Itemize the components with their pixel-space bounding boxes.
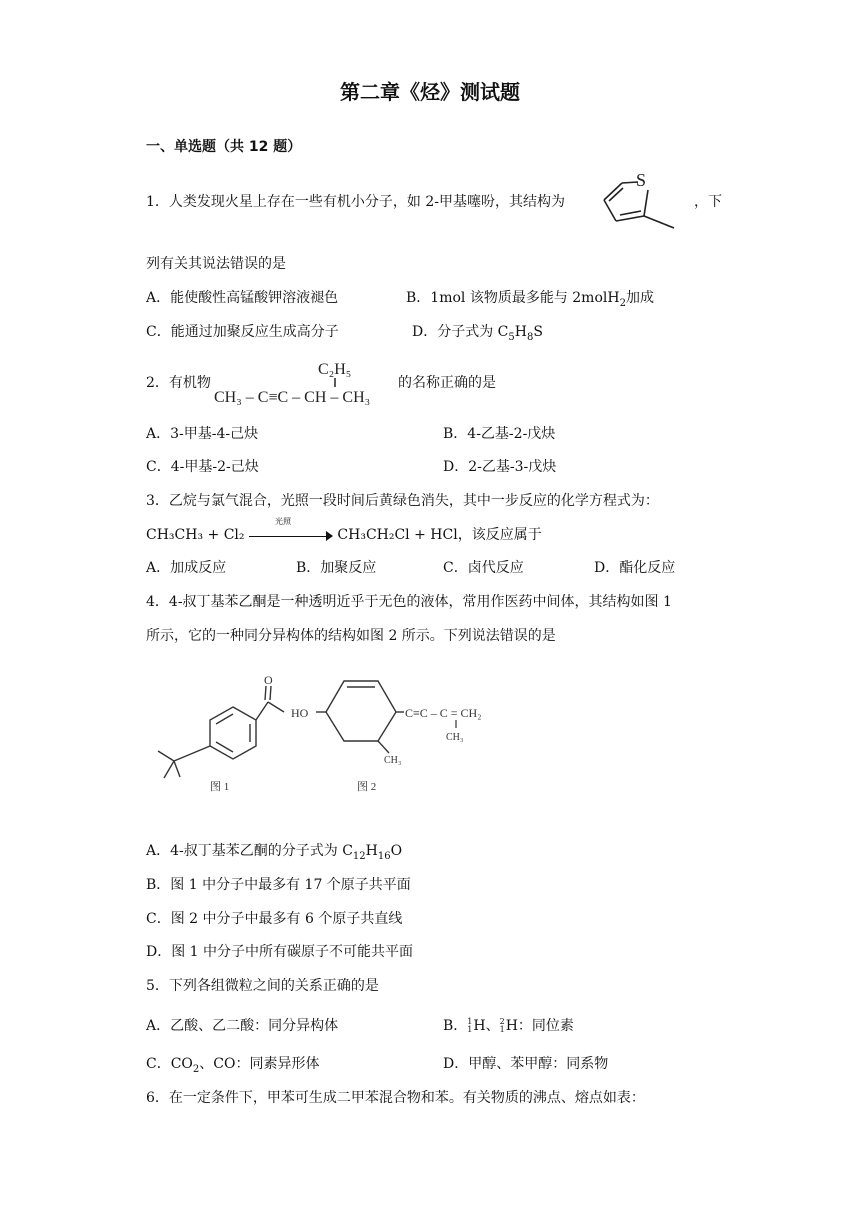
q1-stem-continued: 列有关其说法错误的是: [146, 256, 286, 272]
q4-figure-2-ho: HO: [291, 706, 309, 720]
q2-stem: 2．有机物: [146, 375, 211, 391]
q2-stem-tail: 的名称正确的是: [398, 375, 496, 391]
q4-figure-2-chain: C≡C – C = CH₂: [405, 706, 482, 720]
q4-figure-2-label: 图 2: [357, 781, 377, 793]
q4-figure-1-oxygen: O: [264, 673, 273, 687]
q3-reactants: CH₃CH₃ + Cl₂: [146, 527, 245, 543]
q4-option-d: D．图 1 中分子中所有碳原子不可能共平面: [146, 944, 414, 960]
q3-option-c: C．卤代反应: [443, 560, 524, 576]
q1-stem-tail: ，下: [694, 194, 722, 210]
q1-option-d: D．分子式为 $C_5H_8S$: [412, 324, 543, 343]
q4-option-b: B．图 1 中分子中最多有 17 个原子共平面: [146, 877, 411, 893]
q5-option-d: D．甲醇、苯甲醇：同系物: [443, 1056, 609, 1072]
q3-option-b: B．加聚反应: [296, 560, 377, 576]
q5-stem: 5．下列各组微粒之间的关系正确的是: [146, 978, 379, 994]
q4-figure-2-structure: [316, 681, 404, 753]
q4-stem-continued: 所示，它的一种同分异构体的结构如图 2 所示。下列说法错误的是: [146, 628, 556, 644]
q2-ethyl-group: C₂H₅: [318, 361, 352, 378]
q4-option-a: A．4-叔丁基苯乙酮的分子式为 $C_{12}H_{16}O$: [146, 843, 403, 862]
q5-option-a: A．乙酸、乙二酸：同分异构体: [146, 1018, 339, 1034]
q2-option-d: D．2-乙基-3-戊炔: [443, 459, 557, 475]
q2-main-chain: CH₃ – C≡C – CH – CH₃: [214, 389, 371, 406]
q2-structure: [212, 356, 398, 408]
q3-reaction-arrow: [249, 517, 333, 542]
page-title: 第二章《烃》测试题: [340, 80, 520, 104]
q4-figure-2-methyl-chain: CH₃: [446, 732, 464, 743]
section-heading: 一、单选题（共 12 题）: [146, 139, 302, 155]
q3-equation: [146, 517, 542, 544]
q4-option-c: C．图 2 中分子中最多有 6 个原子共直线: [146, 911, 403, 927]
q1-sulfur-label: S: [636, 170, 647, 190]
q2-option-c: C．4-甲基-2-己炔: [146, 459, 259, 475]
q3-condition: 光照: [274, 517, 291, 526]
q2-option-a: A．3-甲基-4-己炔: [146, 426, 259, 442]
q4-figure-1-label: 图 1: [210, 781, 230, 793]
q5-option-c: C．$CO_2$、CO：同素异形体: [146, 1056, 320, 1075]
q2-option-b: B．4-乙基-2-戊炔: [443, 426, 556, 442]
q1-option-a: A．能使酸性高锰酸钾溶液褪色: [146, 290, 339, 306]
q3-option-d: D．酯化反应: [594, 560, 676, 576]
q5-option-b: B． 1 1 H、 2 1 H：同位素: [443, 1017, 574, 1034]
q4-stem: 4．4-叔丁基苯乙酮是一种透明近乎于无色的液体，常用作医药中间体，其结构如图 1: [146, 594, 672, 610]
q1-option-b: B．1mol 该物质最多能与 2molH$_2$加成: [406, 290, 654, 309]
q4-figures: [146, 668, 516, 800]
q4-figure-1-structure: [158, 686, 284, 778]
q3-stem: 3．乙烷与氯气混合，光照一段时间后黄绿色消失，其中一步反应的化学方程式为：: [146, 493, 659, 509]
q1-option-c: C．能通过加聚反应生成高分子: [146, 324, 339, 340]
q6-stem: 6．在一定条件下，甲苯可生成二甲苯混合物和苯。有关物质的沸点、熔点如表：: [146, 1090, 645, 1106]
q4-figure-2-methyl-ring: CH₃: [384, 755, 402, 766]
q3-option-a: A．加成反应: [146, 560, 227, 576]
q1-thiophene-structure: [592, 160, 684, 232]
q3-products: CH₃CH₂Cl + HCl，该反应属于: [337, 527, 542, 543]
q1-stem: 1．人类发现火星上存在一些有机小分子，如 2-甲基噻吩，其结构为: [146, 194, 565, 210]
